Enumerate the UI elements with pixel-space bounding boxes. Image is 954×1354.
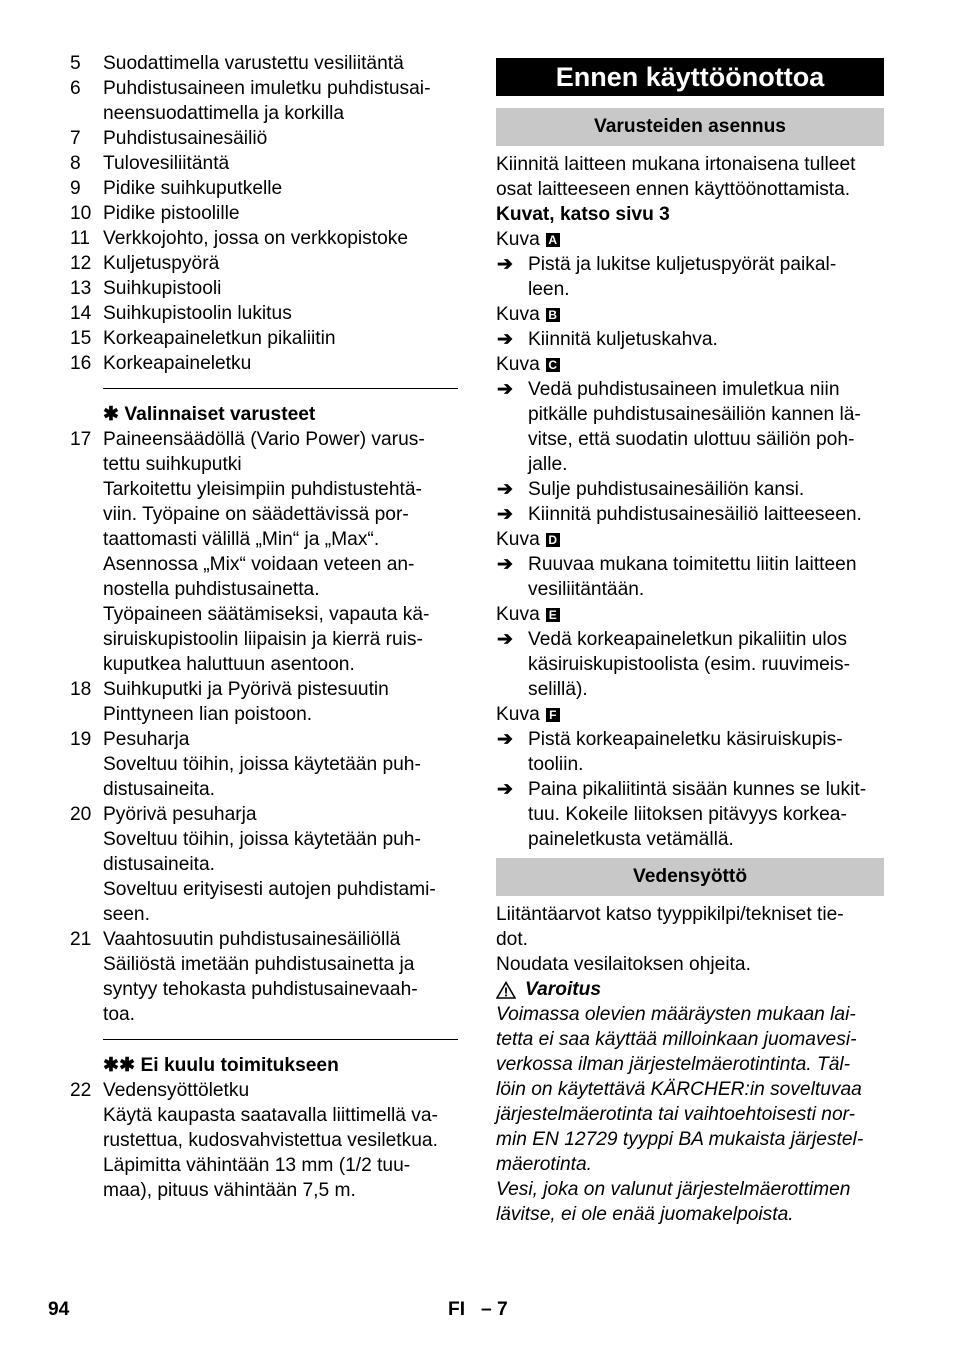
warning-line: min EN 12729 tyyppi BA mukaista järjestel- xyxy=(496,1129,864,1150)
figure-label: Kuva xyxy=(496,604,540,625)
figure-letter-icon: C xyxy=(546,358,560,372)
figure-reference xyxy=(496,227,884,252)
step-text-line: Kiinnitä kuljetuskahva. xyxy=(528,329,718,350)
warning-line: mäerotinta. xyxy=(496,1154,592,1175)
item-number: 17 xyxy=(70,429,92,450)
instruction-step xyxy=(496,252,884,302)
item-number: 15 xyxy=(70,328,92,349)
figure-letter-icon: E xyxy=(546,608,560,622)
water-line: Liitäntäarvot katso tyyppikilpi/tekniset tie- xyxy=(496,904,844,925)
item-number: 13 xyxy=(70,278,92,299)
step-text-line: Kiinnitä puhdistusainesäiliö laitteeseen. xyxy=(528,504,862,525)
list-item xyxy=(70,226,458,251)
figure-reference xyxy=(496,527,884,552)
language-page-label: FI – 7 xyxy=(448,1299,508,1320)
list-item xyxy=(70,427,458,677)
item-text-line: Pesuharja xyxy=(103,729,190,750)
list-item xyxy=(70,126,458,151)
step-text-line: pitkälle puhdistusainesäiliön kannen lä- xyxy=(528,404,861,425)
item-text-line: Suihkupistoolin lukitus xyxy=(103,303,292,324)
item-text-line: Pyörivä pesuharja xyxy=(103,804,257,825)
warning-line: tetta ei saa käyttää milloinkaan juomavesi- xyxy=(496,1029,857,1050)
left-column xyxy=(70,51,458,1203)
figure-reference xyxy=(496,602,884,627)
item-text-line: rustettua, kudosvahvistettua vesiletkua. xyxy=(103,1130,438,1151)
divider xyxy=(103,1027,458,1040)
not-included-heading xyxy=(70,1053,458,1078)
item-number: 22 xyxy=(70,1080,92,1101)
item-number: 5 xyxy=(70,53,81,74)
item-text-line: Puhdistusainesäiliö xyxy=(103,128,268,149)
item-text-line: Käytä kaupasta saatavalla liittimellä va- xyxy=(103,1105,438,1126)
figure-letter-icon: D xyxy=(546,533,560,547)
item-text-line: siruiskupistoolin liipaisin ja kierrä ruis- xyxy=(103,629,423,650)
right-column xyxy=(496,58,884,1227)
item-text-line: Kuljetuspyörä xyxy=(103,253,220,274)
step-text-line: käsiruiskupistoolista (esim. ruuvimeis- xyxy=(528,654,851,675)
step-text-line: selillä). xyxy=(528,679,588,700)
figure-reference xyxy=(496,302,884,327)
instruction-step xyxy=(496,552,884,602)
intro-line: Kiinnitä laitteen mukana irtonaisena tulleet xyxy=(496,154,856,175)
figure-letter-icon: F xyxy=(546,708,560,722)
arrow-right-icon: ➔ xyxy=(497,479,514,500)
warning-text xyxy=(496,1002,884,1227)
item-number: 10 xyxy=(70,203,92,224)
item-text-line: Soveltuu erityisesti autojen puhdistami- xyxy=(103,879,436,900)
figure-label: Kuva xyxy=(496,229,540,250)
item-text-line: nostella puhdistusainetta. xyxy=(103,579,320,600)
list-item xyxy=(70,276,458,301)
item-number: 8 xyxy=(70,153,81,174)
item-number: 12 xyxy=(70,253,92,274)
item-number: 14 xyxy=(70,303,92,324)
section-heading-assembly: Varusteiden asennus xyxy=(496,108,884,146)
assembly-steps xyxy=(496,227,884,852)
warning-line: verkossa ilman järjestelmäerotintinta. Täl- xyxy=(496,1054,851,1075)
instruction-step xyxy=(496,377,884,477)
item-text-line: Pinttyneen lian poistoon. xyxy=(103,704,313,725)
warning-triangle-icon xyxy=(496,981,516,999)
item-text-line: Työpaineen säätämiseksi, vapauta kä- xyxy=(103,604,430,625)
figure-reference xyxy=(496,702,884,727)
item-text-line: Paineensäädöllä (Vario Power) varus- xyxy=(103,429,425,450)
list-item xyxy=(70,201,458,226)
step-text-line: tooliin. xyxy=(528,754,584,775)
step-text-line: Ruuvaa mukana toimitettu liitin laitteen xyxy=(528,554,857,575)
instruction-step xyxy=(496,777,884,852)
item-text-line: Korkeapaineletkun pikaliitin xyxy=(103,328,336,349)
item-text-line: Pidike pistoolille xyxy=(103,203,240,224)
item-number: 19 xyxy=(70,729,92,750)
item-number: 7 xyxy=(70,128,81,149)
item-text-line: Tulovesiliitäntä xyxy=(103,153,230,174)
list-item xyxy=(70,326,458,351)
item-text-line: viin. Työpaine on säädettävissä por- xyxy=(103,504,409,525)
item-text-line: taattomasti välillä „Min“ ja „Max“. xyxy=(103,529,380,550)
warning-line: lävitse, ei ole enää juomakelpoista. xyxy=(496,1204,794,1225)
item-number: 9 xyxy=(70,178,81,199)
item-text-line: maa), pituus vähintään 7,5 m. xyxy=(103,1180,356,1201)
item-text-line: Läpimitta vähintään 13 mm (1/2 tuu- xyxy=(103,1155,411,1176)
step-text-line: Paina pikaliitintä sisään kunnes se lukit- xyxy=(528,779,867,800)
figure-letter-icon: B xyxy=(546,308,560,322)
list-item xyxy=(70,151,458,176)
step-text-line: paineletkusta vetämällä. xyxy=(528,829,734,850)
item-number: 21 xyxy=(70,929,92,950)
optional-accessories-list xyxy=(70,427,458,1027)
arrow-right-icon: ➔ xyxy=(497,629,514,650)
figure-label: Kuva xyxy=(496,354,540,375)
water-line: Noudata vesilaitoksen ohjeita. xyxy=(496,954,751,975)
warning-line: järjestelmäerotinta tai vaihtoehtoisesti nor- xyxy=(496,1104,856,1125)
list-item xyxy=(70,927,458,1027)
arrow-right-icon: ➔ xyxy=(497,379,514,400)
list-item xyxy=(70,351,458,376)
item-text-line: Korkeapaineletku xyxy=(103,353,252,374)
warning-line: löin on käytettävä KÄRCHER:in soveltuvaa xyxy=(496,1079,862,1100)
figures-reference: Kuvat, katso sivu 3 xyxy=(496,204,670,225)
item-number: 18 xyxy=(70,679,92,700)
instruction-step xyxy=(496,627,884,702)
list-item xyxy=(70,301,458,326)
item-text-line: distusaineita. xyxy=(103,779,215,800)
item-number: 20 xyxy=(70,804,92,825)
optional-accessories-title: Valinnaiset varusteet xyxy=(124,404,316,425)
item-text-line: Pidike suihkuputkelle xyxy=(103,178,283,199)
warning-line: Vesi, joka on valunut järjestelmäerottimen xyxy=(496,1179,851,1200)
item-text-line: Vaahtosuutin puhdistusainesäiliöllä xyxy=(103,929,401,950)
double-asterisk-icon: ✱✱ xyxy=(103,1055,136,1076)
item-text-line: Säiliöstä imetään puhdistusainetta ja xyxy=(103,954,415,975)
arrow-right-icon: ➔ xyxy=(497,729,514,750)
not-included-title: Ei kuulu toimitukseen xyxy=(140,1055,339,1076)
item-text-line: Suihkuputki ja Pyörivä pistesuutin xyxy=(103,679,389,700)
asterisk-icon: ✱ xyxy=(103,404,120,425)
section-heading-water-supply: Vedensyöttö xyxy=(496,858,884,896)
item-text-line: Suodattimella varustettu vesiliitäntä xyxy=(103,53,404,74)
item-text-line: syntyy tehokasta puhdistusainevaah- xyxy=(103,979,418,1000)
step-text-line: Pistä korkeapaineletku käsiruiskupis- xyxy=(528,729,843,750)
figure-letter-icon: A xyxy=(546,233,560,247)
item-text-line: Asennossa „Mix“ voidaan veteen an- xyxy=(103,554,415,575)
step-text-line: vesiliitäntään. xyxy=(528,579,645,600)
divider xyxy=(103,376,458,389)
figure-label: Kuva xyxy=(496,304,540,325)
step-text-line: leen. xyxy=(528,279,570,300)
arrow-right-icon: ➔ xyxy=(497,504,514,525)
item-number: 16 xyxy=(70,353,92,374)
list-item xyxy=(70,76,458,126)
step-text-line: Pistä ja lukitse kuljetuspyörät paikal- xyxy=(528,254,837,275)
arrow-right-icon: ➔ xyxy=(497,254,514,275)
step-text-line: Sulje puhdistusainesäiliön kansi. xyxy=(528,479,805,500)
optional-accessories-heading xyxy=(70,402,458,427)
arrow-right-icon: ➔ xyxy=(497,779,514,800)
chapter-title: Ennen käyttöönottoa xyxy=(496,58,884,96)
item-text-line: kuputkea haluttuun asentoon. xyxy=(103,654,355,675)
warning-heading xyxy=(496,977,884,1002)
instruction-step xyxy=(496,327,884,352)
arrow-right-icon: ➔ xyxy=(497,329,514,350)
item-text-line: distusaineita. xyxy=(103,854,215,875)
water-supply-text xyxy=(496,902,884,977)
figure-label: Kuva xyxy=(496,529,540,550)
step-text-line: jalle. xyxy=(528,454,568,475)
list-item xyxy=(70,251,458,276)
instruction-step xyxy=(496,477,884,502)
warning-line: Voimassa olevien määräysten mukaan lai- xyxy=(496,1004,856,1025)
item-text-line: Soveltuu töihin, joissa käytetään puh- xyxy=(103,829,421,850)
list-item xyxy=(70,1078,458,1203)
item-text-line: Puhdistusaineen imuletku puhdistusai- xyxy=(103,78,431,99)
item-number: 11 xyxy=(70,228,90,249)
item-text-line: Suihkupistooli xyxy=(103,278,222,299)
list-item xyxy=(70,51,458,76)
item-text-line: seen. xyxy=(103,904,150,925)
item-text-line: neensuodattimella ja korkilla xyxy=(103,103,345,124)
page-number: 94 xyxy=(48,1299,70,1320)
list-item xyxy=(70,727,458,802)
not-included-list xyxy=(70,1078,458,1203)
figure-reference xyxy=(496,352,884,377)
step-text-line: Vedä puhdistusaineen imuletkua niin xyxy=(528,379,840,400)
list-item xyxy=(70,677,458,727)
item-text-line: Vedensyöttöletku xyxy=(103,1080,250,1101)
list-item xyxy=(70,176,458,201)
list-item xyxy=(70,802,458,927)
component-list xyxy=(70,51,458,376)
item-number: 6 xyxy=(70,78,81,99)
assembly-intro xyxy=(496,152,884,202)
item-text-line: Verkkojohto, jossa on verkkopistoke xyxy=(103,228,409,249)
intro-line: osat laitteeseen ennen käyttöönottamista. xyxy=(496,179,851,200)
figure-label: Kuva xyxy=(496,704,540,725)
instruction-step xyxy=(496,502,884,527)
item-text-line: toa. xyxy=(103,1004,136,1025)
step-text-line: vitse, että suodatin ulottuu säiliön poh- xyxy=(528,429,855,450)
item-text-line: Tarkoitettu yleisimpiin puhdistustehtä- xyxy=(103,479,422,500)
arrow-right-icon: ➔ xyxy=(497,554,514,575)
warning-title: Varoitus xyxy=(525,979,602,1000)
item-text-line: tettu suihkuputki xyxy=(103,454,242,475)
item-text-line: Soveltuu töihin, joissa käytetään puh- xyxy=(103,754,421,775)
instruction-step xyxy=(496,727,884,777)
water-line: dot. xyxy=(496,929,529,950)
step-text-line: tuu. Kokeile liitoksen pitävyys korkea- xyxy=(528,804,847,825)
step-text-line: Vedä korkeapaineletkun pikaliitin ulos xyxy=(528,629,847,650)
